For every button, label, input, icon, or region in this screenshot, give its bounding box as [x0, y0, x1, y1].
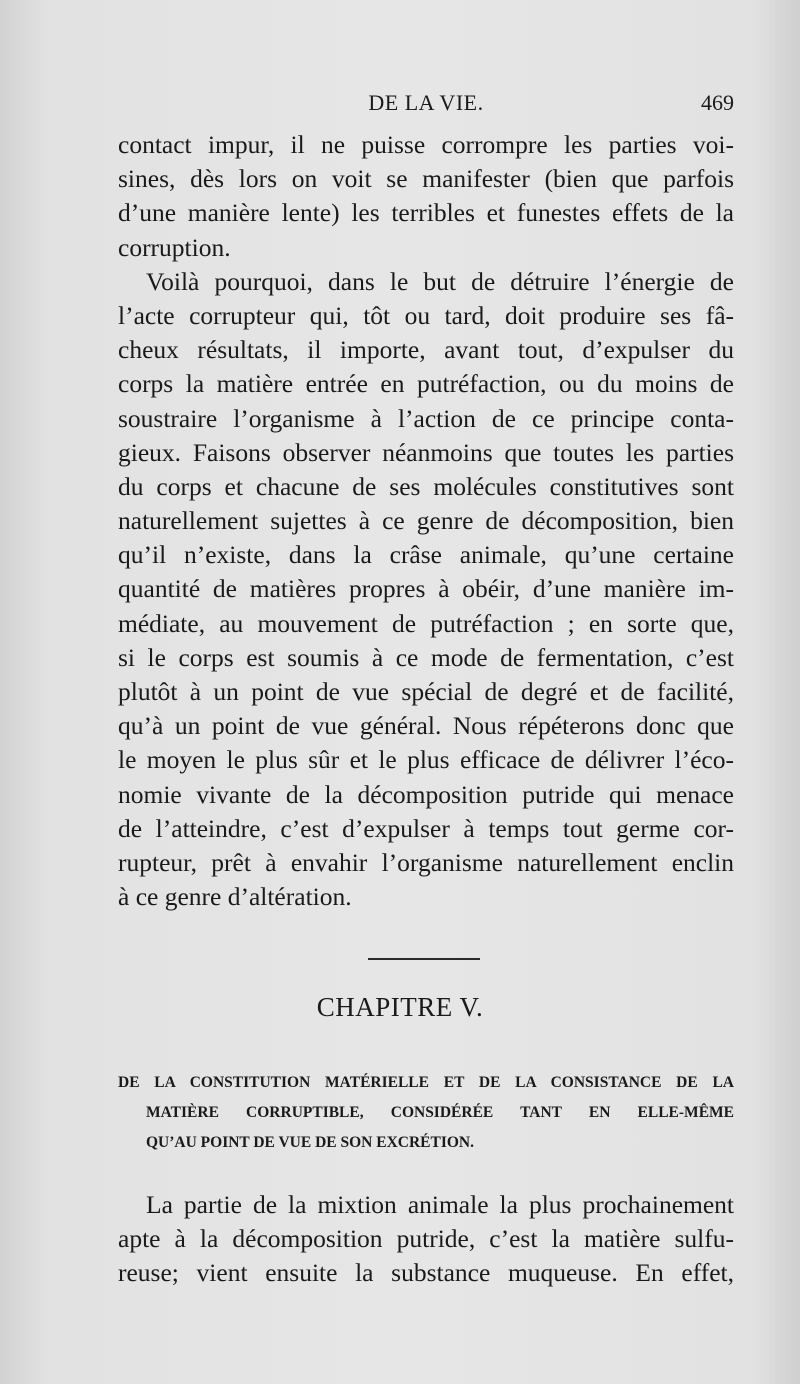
- subtitle-line: QU’AU POINT DE VUE DE SON EXCRÉTION.: [146, 1134, 474, 1151]
- text-line: contact impur, il ne puisse corrompre les parties voi-: [118, 130, 734, 159]
- text-line: quantité de matières propres à obéir, d’une manière im-: [118, 574, 734, 604]
- text-line: La partie de la mixtion animale la plus prochainement: [146, 1190, 734, 1219]
- text-line: l’acte corrupteur qui, tôt ou tard, doit produire ses fâ-: [118, 300, 734, 330]
- text-line: sines, dès lors on voit se manifester (bien que parfois: [118, 164, 734, 194]
- text-line: cheux résultats, il importe, avant tout, d’expulser du: [118, 335, 734, 365]
- text-line: nomie vivante de la décomposition putride qui menace: [118, 779, 734, 809]
- text-line: si le corps est soumis à ce mode de fermentation, c’est: [118, 642, 734, 672]
- text-line: gieux. Faisons observer néanmoins que toutes les parties: [118, 437, 734, 467]
- text-line: plutôt à un point de vue spécial de degré et de facilité,: [118, 677, 734, 706]
- text-line: corps la matière entrée en putréfaction, ou du moins de: [118, 369, 734, 399]
- chapter-subtitle: [118, 1068, 734, 1158]
- subtitle-line: MATIÈRE CORRUPTIBLE, CONSIDÉRÉE TANT EN ELLE-MÊME: [146, 1104, 734, 1121]
- section-divider: [368, 958, 480, 960]
- subtitle-line: DE LA CONSTITUTION MATÉRIELLE ET DE LA CONSISTANCE DE LA: [118, 1074, 734, 1091]
- chapter-title: CHAPITRE V.: [316, 992, 484, 1022]
- text-line: du corps et chacune de ses molécules constitutives sont: [118, 471, 734, 501]
- page-number: 469: [701, 90, 734, 115]
- text-line: qu’à un point de vue général. Nous répéterons donc que: [118, 711, 734, 741]
- text-line: à ce genre d’altération.: [118, 882, 352, 912]
- text-line: corruption.: [118, 232, 231, 262]
- text-line: médiate, au mouvement de putréfaction ; en sorte que,: [118, 608, 734, 638]
- page-header: [118, 86, 734, 122]
- chapter-text: [118, 1188, 734, 1291]
- running-title: DE LA VIE.: [368, 90, 484, 115]
- text-line: apte à la décomposition putride, c’est la matière sulfu-: [118, 1224, 734, 1254]
- text-line: rupteur, prêt à envahir l’organisme naturellement enclin: [118, 847, 734, 877]
- text-line: qu’il n’existe, dans la crâse animale, qu’une certaine: [118, 540, 734, 570]
- text-line: le moyen le plus sûr et le plus efficace de délivrer l’éco-: [118, 745, 734, 775]
- text-line: soustraire l’organisme à l’action de ce principe conta-: [118, 403, 734, 433]
- text-line: naturellement sujettes à ce genre de décomposition, bien: [118, 506, 734, 536]
- text-line: reuse; vient ensuite la substance muqueuse. En effet,: [118, 1258, 734, 1288]
- body-text: [118, 128, 734, 914]
- text-line: Voilà pourquoi, dans le but de détruire l’énergie de: [146, 266, 734, 296]
- text-line: d’une manière lente) les terribles et funestes effets de la: [118, 198, 734, 228]
- text-line: de l’atteindre, c’est d’expulser à temps tout germe cor-: [118, 813, 734, 843]
